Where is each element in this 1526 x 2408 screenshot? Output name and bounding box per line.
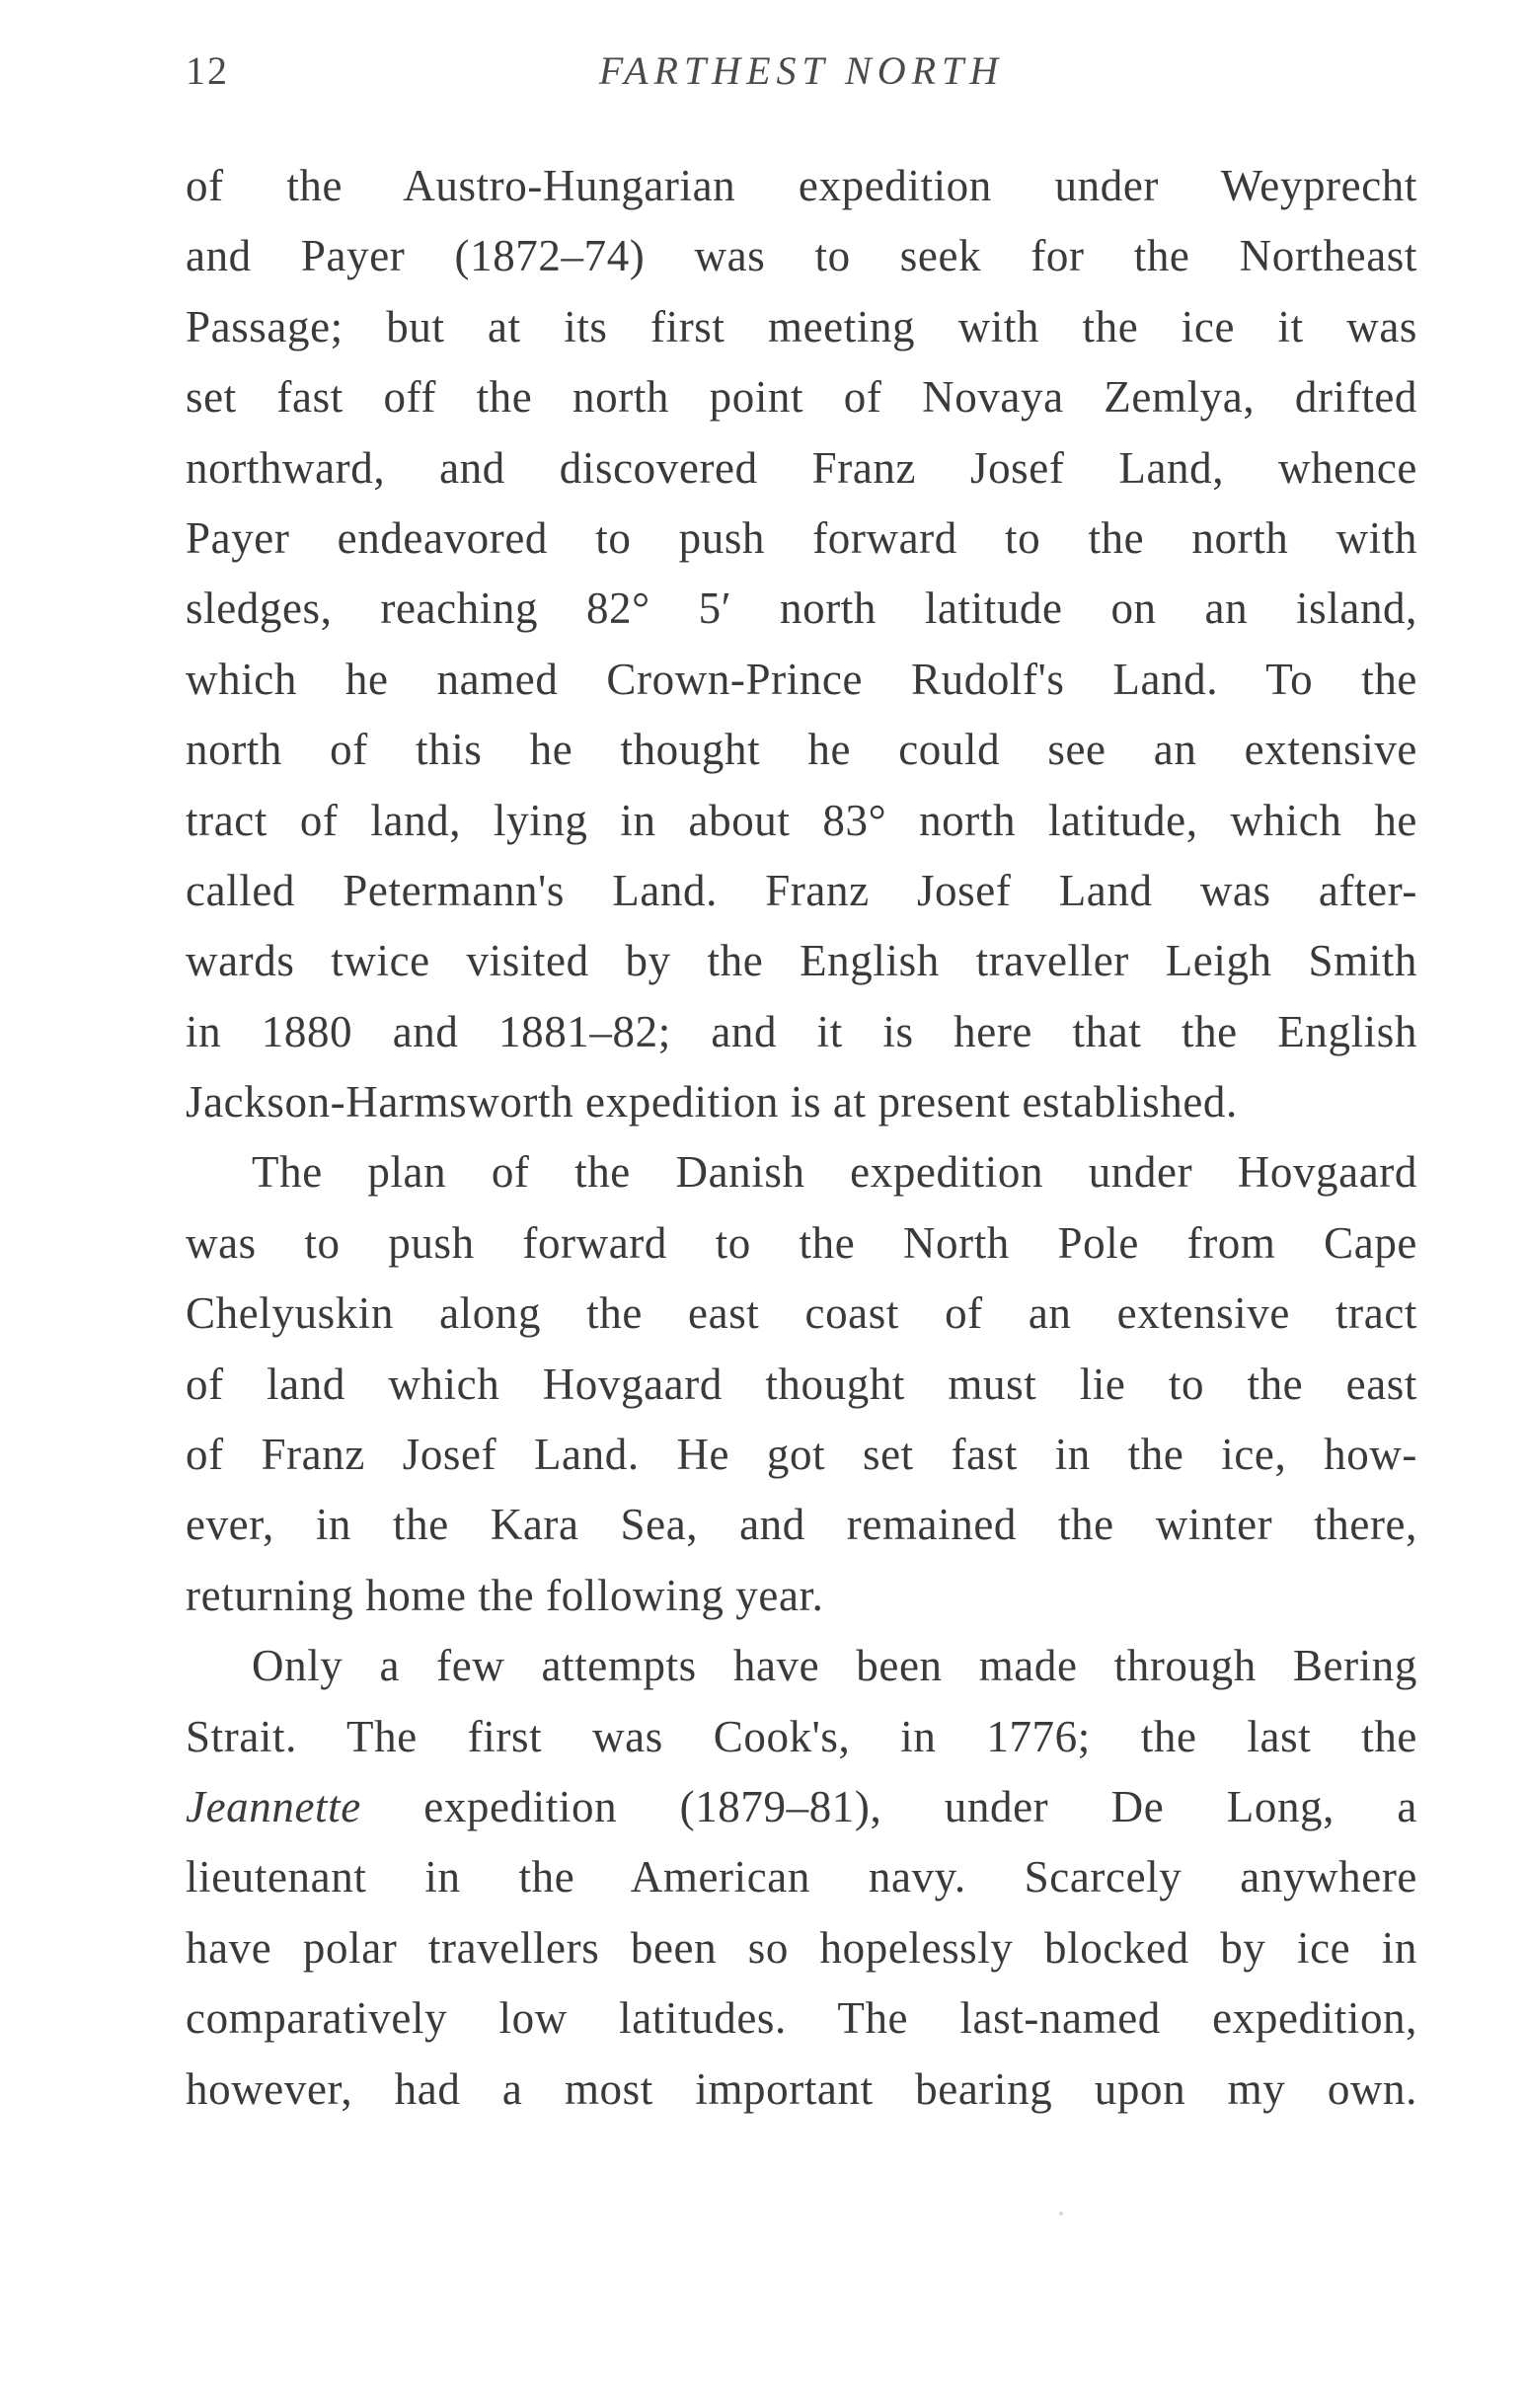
- text-line: comparatively low latitudes. The last-named expedition,: [186, 1993, 1417, 2044]
- body-text: [186, 151, 1417, 2125]
- text-line: of land which Hovgaard thought must lie to the east: [186, 1359, 1417, 1409]
- text-line: of the Austro-Hungarian expedition under Weyprecht: [186, 161, 1417, 210]
- text-line: was to push forward to the North Pole from Cape: [186, 1217, 1417, 1268]
- text-line: wards twice visited by the English traveller Leigh Smith: [186, 936, 1417, 986]
- paragraph: [186, 1631, 1417, 2125]
- text-line: Passage; but at its first meeting with the ice it was: [186, 301, 1417, 351]
- text-line: tract of land, lying in about 83° north latitude, which he: [186, 795, 1417, 845]
- paragraph: [186, 1137, 1417, 1631]
- text-line: lieutenant in the American navy. Scarcely anywhere: [186, 1852, 1417, 1903]
- text-line: sledges, reaching 82° 5′ north latitude on an island,: [186, 583, 1417, 634]
- text-line: set fast off the north point of Novaya Zemlya, drifted: [186, 372, 1417, 423]
- text-line-with-italic: [186, 1772, 1417, 1842]
- text-line: Strait. The first was Cook's, in 1776; the last the: [186, 1711, 1417, 1761]
- text-line: north of this he thought he could see an extensive: [186, 725, 1417, 775]
- ship-name: Jeannette: [186, 1781, 361, 1831]
- text-line: Payer endeavored to push forward to the north with: [186, 512, 1417, 563]
- page-number: 12: [186, 48, 229, 93]
- text-line: and Payer (1872–74) was to seek for the Northeast: [186, 231, 1417, 281]
- text-line: returning home the following year.: [186, 1570, 824, 1620]
- paper-speck: [1059, 2212, 1063, 2215]
- text-line: in 1880 and 1881–82; and it is here that the English: [186, 1006, 1417, 1056]
- text-line: Only a few attempts have been made through Bering: [252, 1641, 1417, 1691]
- text-run: expedition (1879–81), under De Long, a: [360, 1781, 1417, 1831]
- text-line: called Petermann's Land. Franz Josef Land was after-: [186, 865, 1417, 915]
- text-line: northward, and discovered Franz Josef Land, whence: [186, 442, 1417, 493]
- running-title: FARTHEST NORTH: [598, 48, 1005, 93]
- text-line: however, had a most important bearing upon my own.: [186, 2063, 1417, 2114]
- text-line: of Franz Josef Land. He got set fast in the ice, how-: [186, 1430, 1417, 1480]
- text-line: ever, in the Kara Sea, and remained the winter there,: [186, 1500, 1417, 1550]
- paragraph: [186, 151, 1417, 1137]
- text-line: Jackson-Harmsworth expedition is at present established.: [186, 1077, 1238, 1127]
- text-line: which he named Crown-Prince Rudolf's Land. To the: [186, 654, 1417, 704]
- text-line: Chelyuskin along the east coast of an extensive tract: [186, 1288, 1417, 1339]
- text-line: The plan of the Danish expedition under Hovgaard: [252, 1147, 1417, 1198]
- running-head: [186, 47, 1417, 107]
- text-line: have polar travellers been so hopelessly blocked by ice in: [186, 1922, 1417, 1973]
